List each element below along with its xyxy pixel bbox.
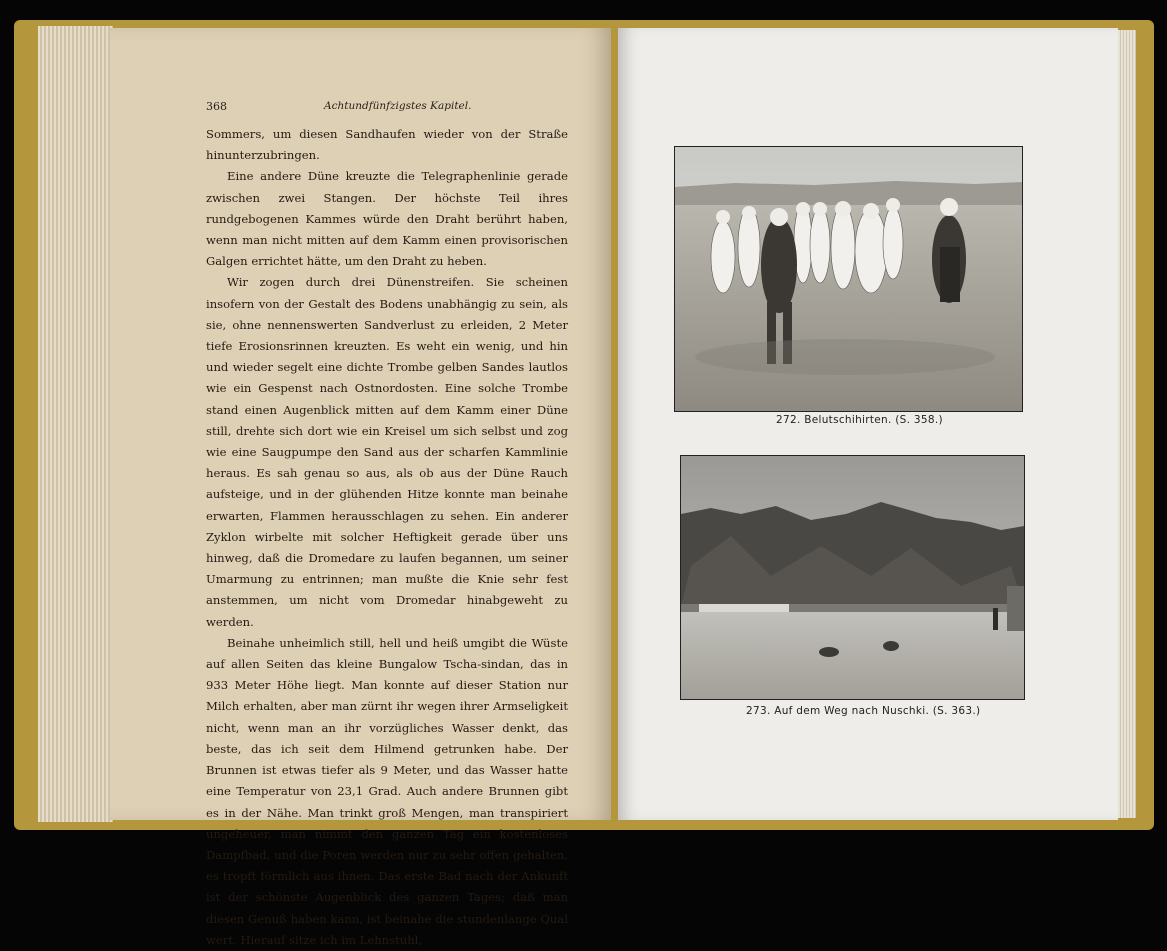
right-page: [618, 28, 1118, 820]
page-number: 368: [206, 100, 227, 113]
photo-weg-nach-nuschki: [680, 455, 1025, 700]
photo-belutschihirten: [674, 146, 1023, 412]
photo-herders-image: [675, 147, 1022, 411]
page-edges-left: [38, 26, 113, 822]
photo-landscape-image: [681, 456, 1024, 699]
chapter-title: Achtundfünfzigstes Kapitel.: [324, 100, 472, 112]
body-text: [206, 124, 568, 951]
plate-caption-273: 273. Auf dem Weg nach Nuschki. (S. 363.): [746, 705, 981, 717]
paragraph: Wir zogen durch drei Dünenstreifen. Sie scheinen insofern von der Gestalt des Bodens unabhängig zu sein, als sie, ohne nennenswerten Sandverlust zu erleiden, 2 Meter tiefe Erosionsrinnen kreuzten. Es weht ein wenig, und hin und wieder segelt eine dichte Trombe gelben Sandes lautlos wie ein Gespenst nach Ostnordosten. Eine solche Trombe stand einen Augenblick mitten auf dem Kamm einer Düne still, drehte sich dort wie ein Kreisel um sich selbst und zog wie eine Saugpumpe den Sand aus der scharfen Kammlinie heraus. Es sah genau so aus, als ob aus der Düne Rauch aufsteige, und in der glühenden Hitze konnte man beinahe erwarten, Flammen herausschlagen zu sehen. Ein anderer Zyklon wirbelte mit solcher Heftigkeit gerade über uns hinweg, daß die Dromedare zu laufen begannen, um seiner Umarmung zu entrinnen; man mußte die Knie sehr fest anstemmen, um nicht vom Dromedar hinabgeweht zu werden.: [206, 275, 568, 629]
paragraph: Eine andere Düne kreuzte die Telegraphenlinie gerade zwischen zwei Stangen. Der höchste Teil ihres rundgebogenen Kammes würde den Draht berührt haben, wenn man nicht mitten auf dem Kamm einen provisorischen Galgen errichtet hätte, um den Draht zu heben.: [206, 169, 568, 269]
plate-caption-272: 272. Belutschihirten. (S. 358.): [776, 414, 943, 426]
page-edges-right: [1118, 30, 1136, 818]
paragraph: Sommers, um diesen Sandhaufen wieder von der Straße hinunterzubringen.: [206, 127, 568, 163]
left-page: [110, 28, 611, 947]
paragraph: Beinahe unheimlich still, hell und heiß umgibt die Wüste auf allen Seiten das kleine Bungalow Tscha-sindan, das in 933 Meter Höhe liegt. Man konnte auf dieser Station nur Milch erhalten, aber man zürnt ihr wegen ihrer Armseligkeit nicht, wenn man an ihr vorzügliches Wasser denkt, das beste, das ich seit dem Hilmend getrunken habe. Der Brunnen ist etwas tiefer als 9 Meter, und das Wasser hatte eine Temperatur von 23,1 Grad. Auch andere Brunnen gibt es in der Nähe. Man trinkt groß Mengen, man transpiriert ungeheuer, man nimmt den ganzen Tag ein kostenloses Dampfbad, und die Poren werden nur zu sehr offen gehalten, es tropft förmlich aus ihnen. Das erste Bad nach der Ankunft ist der schönste Augenblick des ganzen Tages; daß man diesen Genuß haben kann, ist beinahe die stundenlange Qual wert. Hierauf sitze ich im Lehnstuhl,: [206, 635, 568, 947]
